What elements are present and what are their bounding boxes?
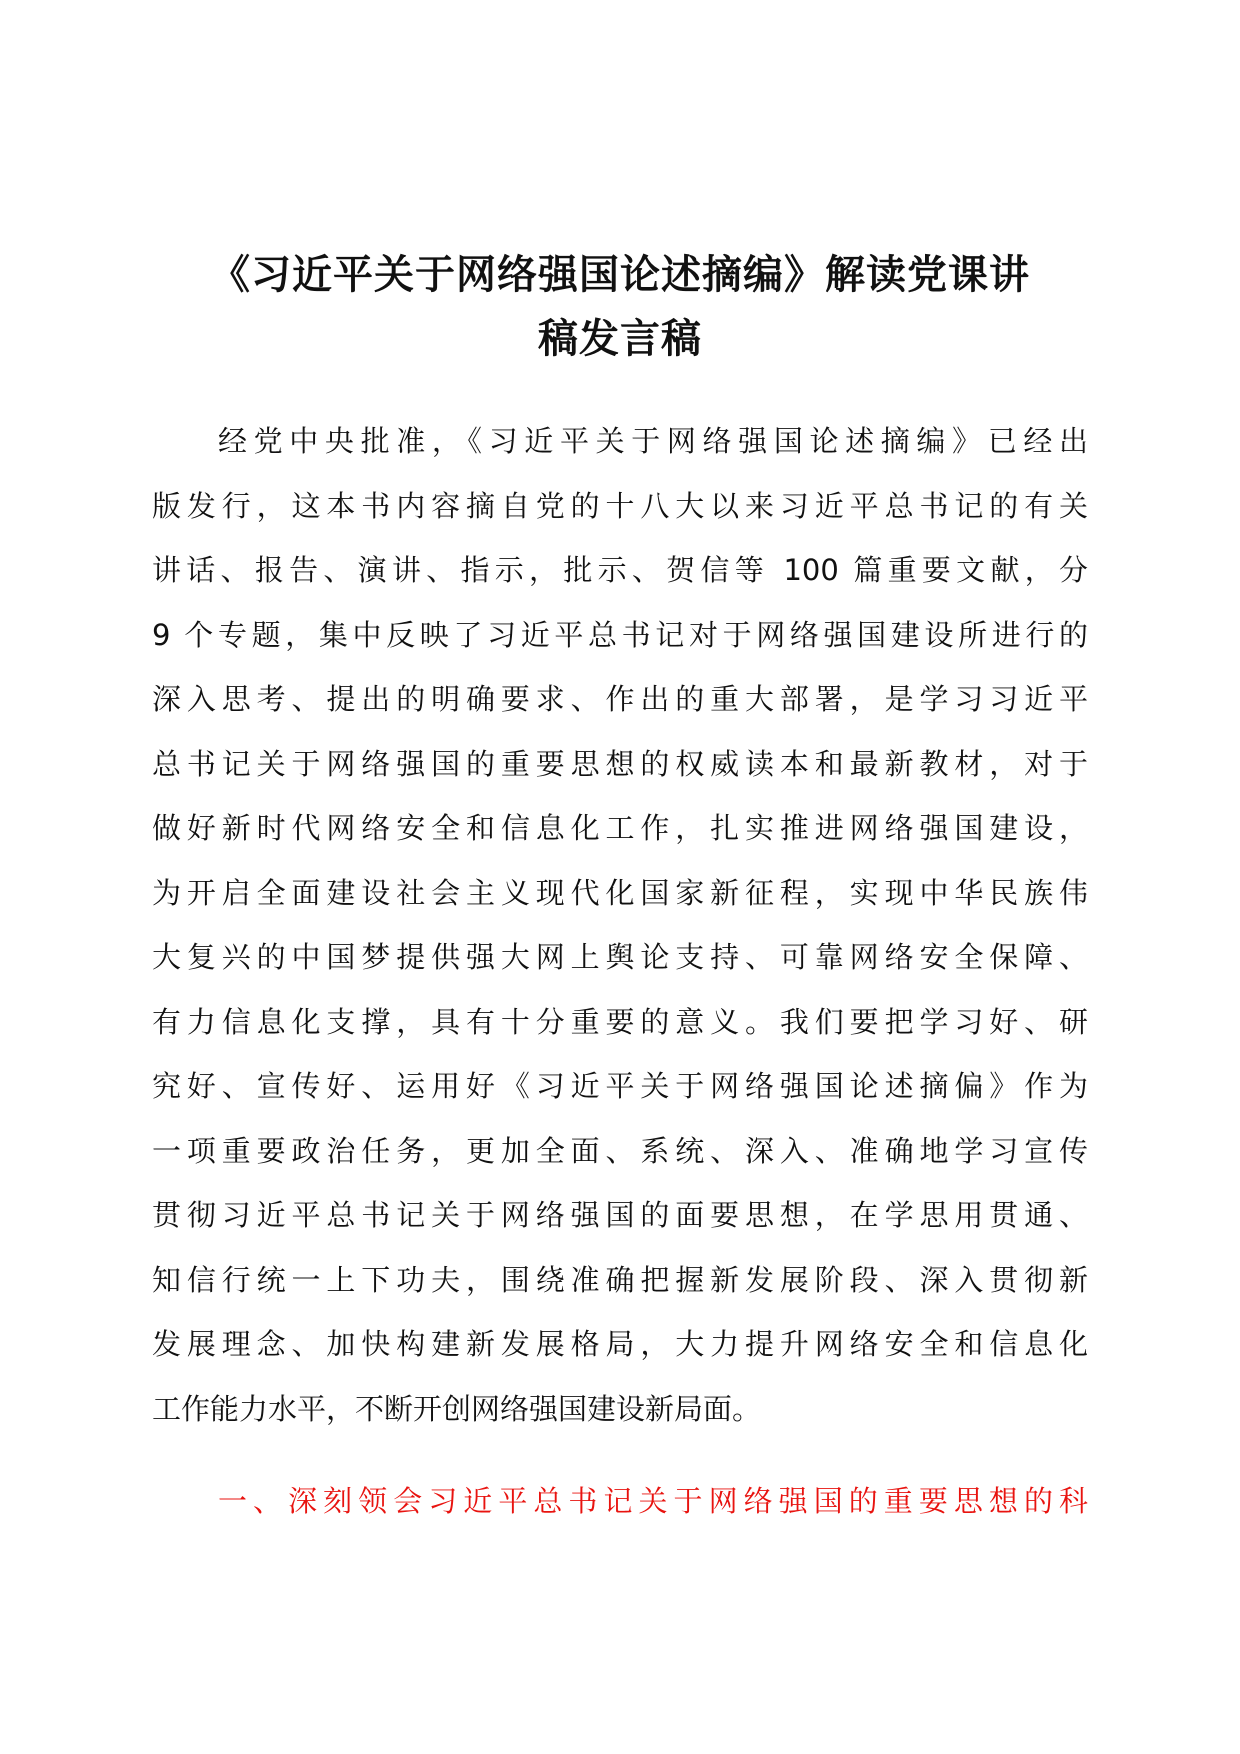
body-line: 深入思考、提出的明确要求、作出的重大部署，是学习习近平 — [152, 682, 1088, 716]
body-line: 做好新时代网络安全和信息化工作，扎实推进网络强国建设， — [152, 811, 1088, 845]
document-title — [150, 243, 1090, 371]
body-line: 总书记关于网络强国的重要思想的权威读本和最新教材，对于 — [152, 746, 1088, 781]
body-line: 贯彻习近平总书记关于网络强国的面要思想，在学思用贯通、 — [152, 1198, 1088, 1232]
body-line: 9 个专题，集中反映了习近平总书记对于网络强国建设所进行的 — [152, 617, 1088, 652]
body-line: 一项重要政治任务，更加全面、系统、深入、准确地学习宣传 — [152, 1133, 1088, 1168]
body-line: 为开启全面建设社会主义现代化国家新征程，实现中华民族伟 — [152, 875, 1088, 910]
body-line: 工作能力水平，不断开创网络强国建设新局面。 — [152, 1391, 762, 1426]
body-paragraph — [152, 409, 1088, 1441]
document-title-line-1: 《习近平关于网络强国论述摘编》解读党课讲 — [210, 252, 1030, 298]
body-line: 版发行，这本书内容摘自党的十八大以来习近平总书记的有关 — [152, 488, 1088, 523]
body-line: 究好、宣传好、运用好《习近平关于网络强国论述摘偏》作为 — [152, 1069, 1088, 1103]
body-line: 知信行统一上下功夫，围绕准确把握新发展阶段、深入贯彻新 — [152, 1262, 1088, 1297]
body-line: 有力信息化支撑，具有十分重要的意义。我们要把学习好、研 — [152, 1004, 1088, 1039]
document-title-line-2: 稿发言稿 — [538, 316, 702, 362]
body-line: 讲话、报告、演讲、指示，批示、贺信等 100 篇重要文献，分 — [152, 553, 1088, 587]
body-line: 发展理念、加快构建新发展格局，大力提升网络安全和信息化 — [152, 1327, 1088, 1361]
section-heading: 一、深刻领会习近平总书记关于网络强国的重要思想的科 — [218, 1484, 1088, 1518]
body-line: 大复兴的中国梦提供强大网上舆论支持、可靠网络安全保障、 — [152, 940, 1088, 974]
body-line: 经党中央批准，《习近平关于网络强国论述摘编》已经出 — [218, 424, 1088, 458]
